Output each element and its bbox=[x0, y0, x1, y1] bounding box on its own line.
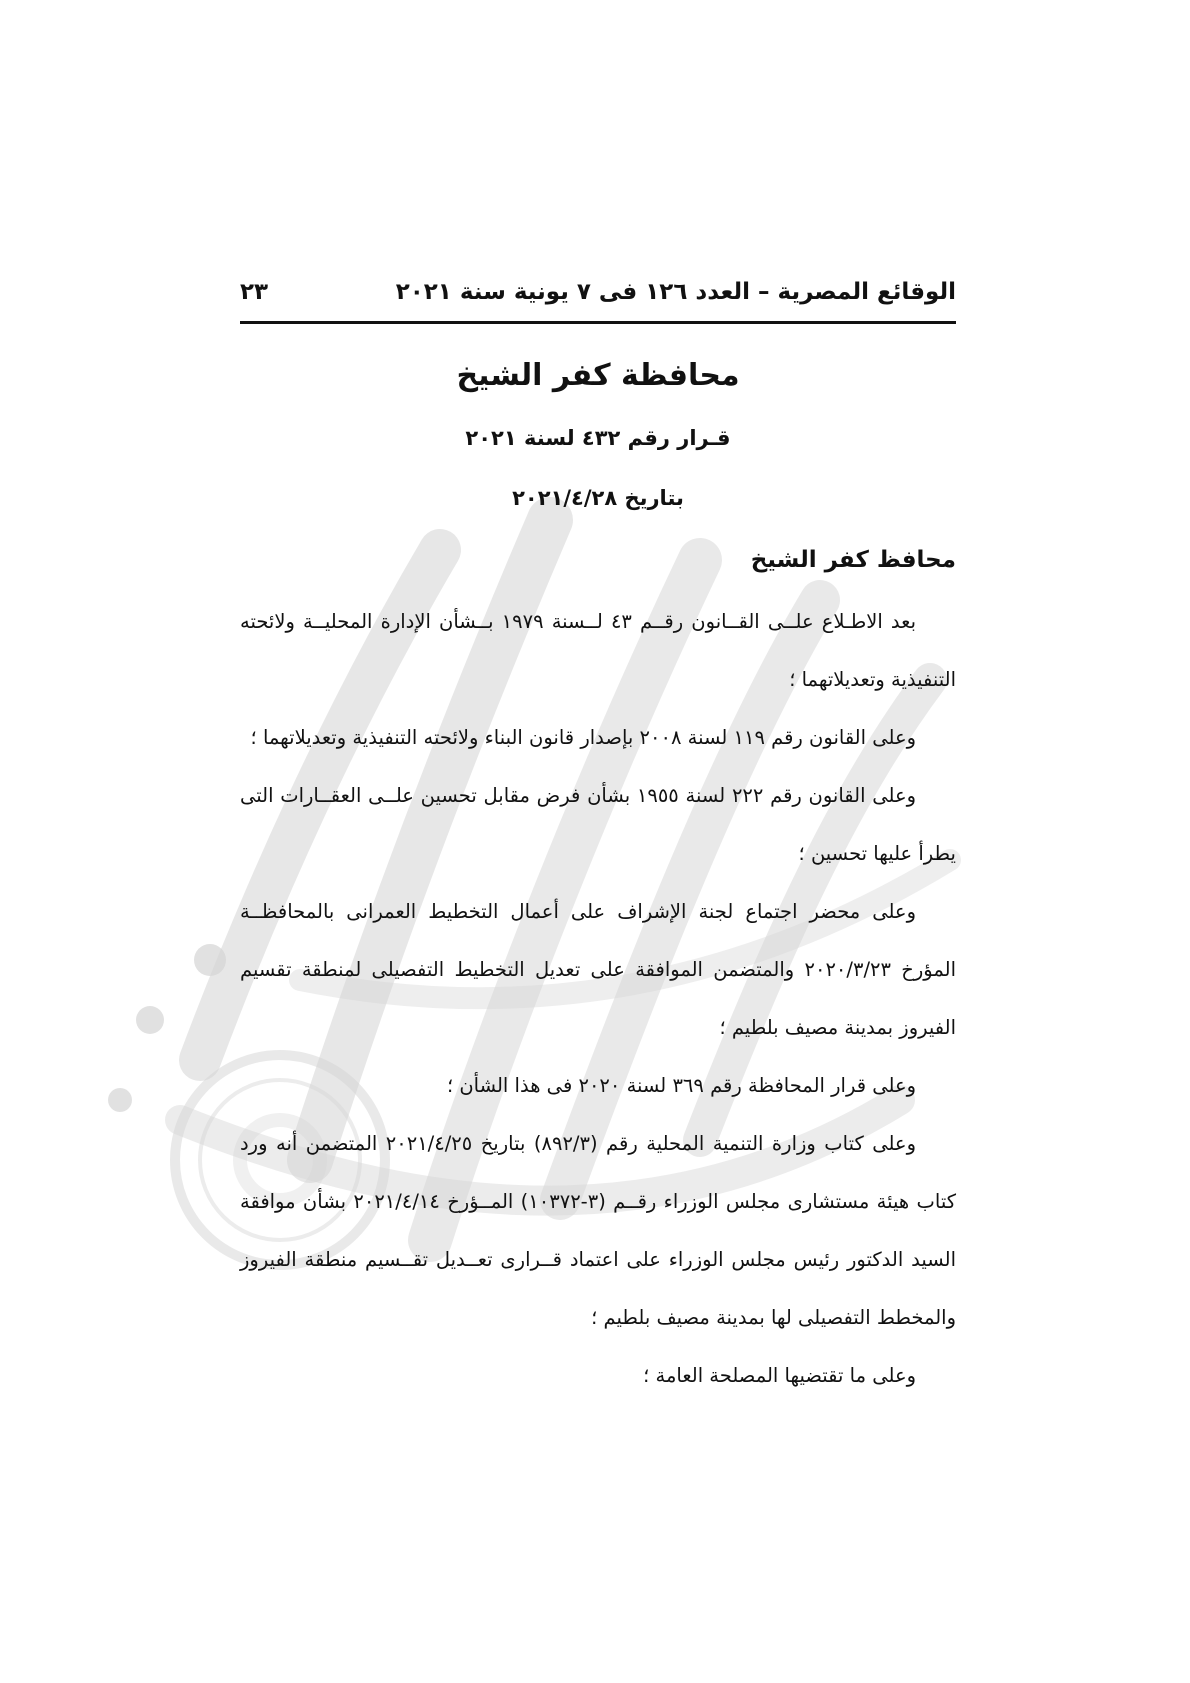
decree-number: قـرار رقم ٤٣٢ لسنة ٢٠٢١ bbox=[465, 426, 731, 450]
decree-date: بتاريخ ٢٠٢١/٤/٢٨ bbox=[512, 486, 684, 510]
governor-heading: محافظ كفر الشيخ bbox=[750, 547, 956, 573]
page-number: ٢٣ bbox=[240, 279, 269, 305]
running-header bbox=[240, 272, 956, 312]
preamble-paragraph: وعلى القانون رقم ١١٩ لسنة ٢٠٠٨ بإصدار قانون البناء ولائحته التنفيذية وتعديلاتهما ؛ bbox=[250, 726, 916, 749]
preamble-paragraph: وعلى كتاب وزارة التنمية المحلية رقم (٨٩٢/٣) بتاريخ ٢٠٢١/٤/٢٥ المتضمن أنه ورد كتاب هيئة مستشارى مجلس الوزراء رقــم (٣-١٠٣٧٢) المــؤرخ ٢٠٢١/٤/١٤ بشأن موافقة السيد الدكتور رئيس مجلس الوزراء على اعتماد قــرارى تعــديل تقــسيم منطقة الفيروز والمخطط التفصيلى لها بمدينة مصيف بلطيم ؛ bbox=[240, 1132, 956, 1329]
preamble-paragraph: وعلى القانون رقم ٢٢٢ لسنة ١٩٥٥ بشأن فرض مقابل تحسين علــى العقــارات التى يطرأ عليها تحسين ؛ bbox=[240, 784, 956, 865]
header-divider bbox=[240, 321, 956, 324]
gazette-page bbox=[240, 0, 956, 1683]
preamble-paragraph: بعد الاطـلاع علــى القــانون رقــم ٤٣ لــسنة ١٩٧٩ بــشأن الإدارة المحليــة ولائحته التنفيذية وتعديلاتهما ؛ bbox=[240, 610, 956, 691]
preamble-paragraph: وعلى قرار المحافظة رقم ٣٦٩ لسنة ٢٠٢٠ فى هذا الشأن ؛ bbox=[446, 1074, 916, 1097]
publication-line: الوقائع المصرية – العدد ١٢٦ فى ٧ يونية سنة ٢٠٢١ bbox=[395, 279, 956, 305]
page-title: محافظة كفر الشيخ bbox=[456, 358, 740, 393]
decree-preamble bbox=[240, 593, 956, 1405]
preamble-paragraph: وعلى محضر اجتماع لجنة الإشراف على أعمال التخطيط العمرانى بالمحافظــة المؤرخ ٢٠٢٠/٣/٢٣ والمتضمن الموافقة على تعديل التخطيط التفصيلى لمنطقة تقسيم الفيروز بمدينة مصيف بلطيم ؛ bbox=[240, 900, 956, 1039]
preamble-paragraph: وعلى ما تقتضيها المصلحة العامة ؛ bbox=[643, 1364, 916, 1387]
